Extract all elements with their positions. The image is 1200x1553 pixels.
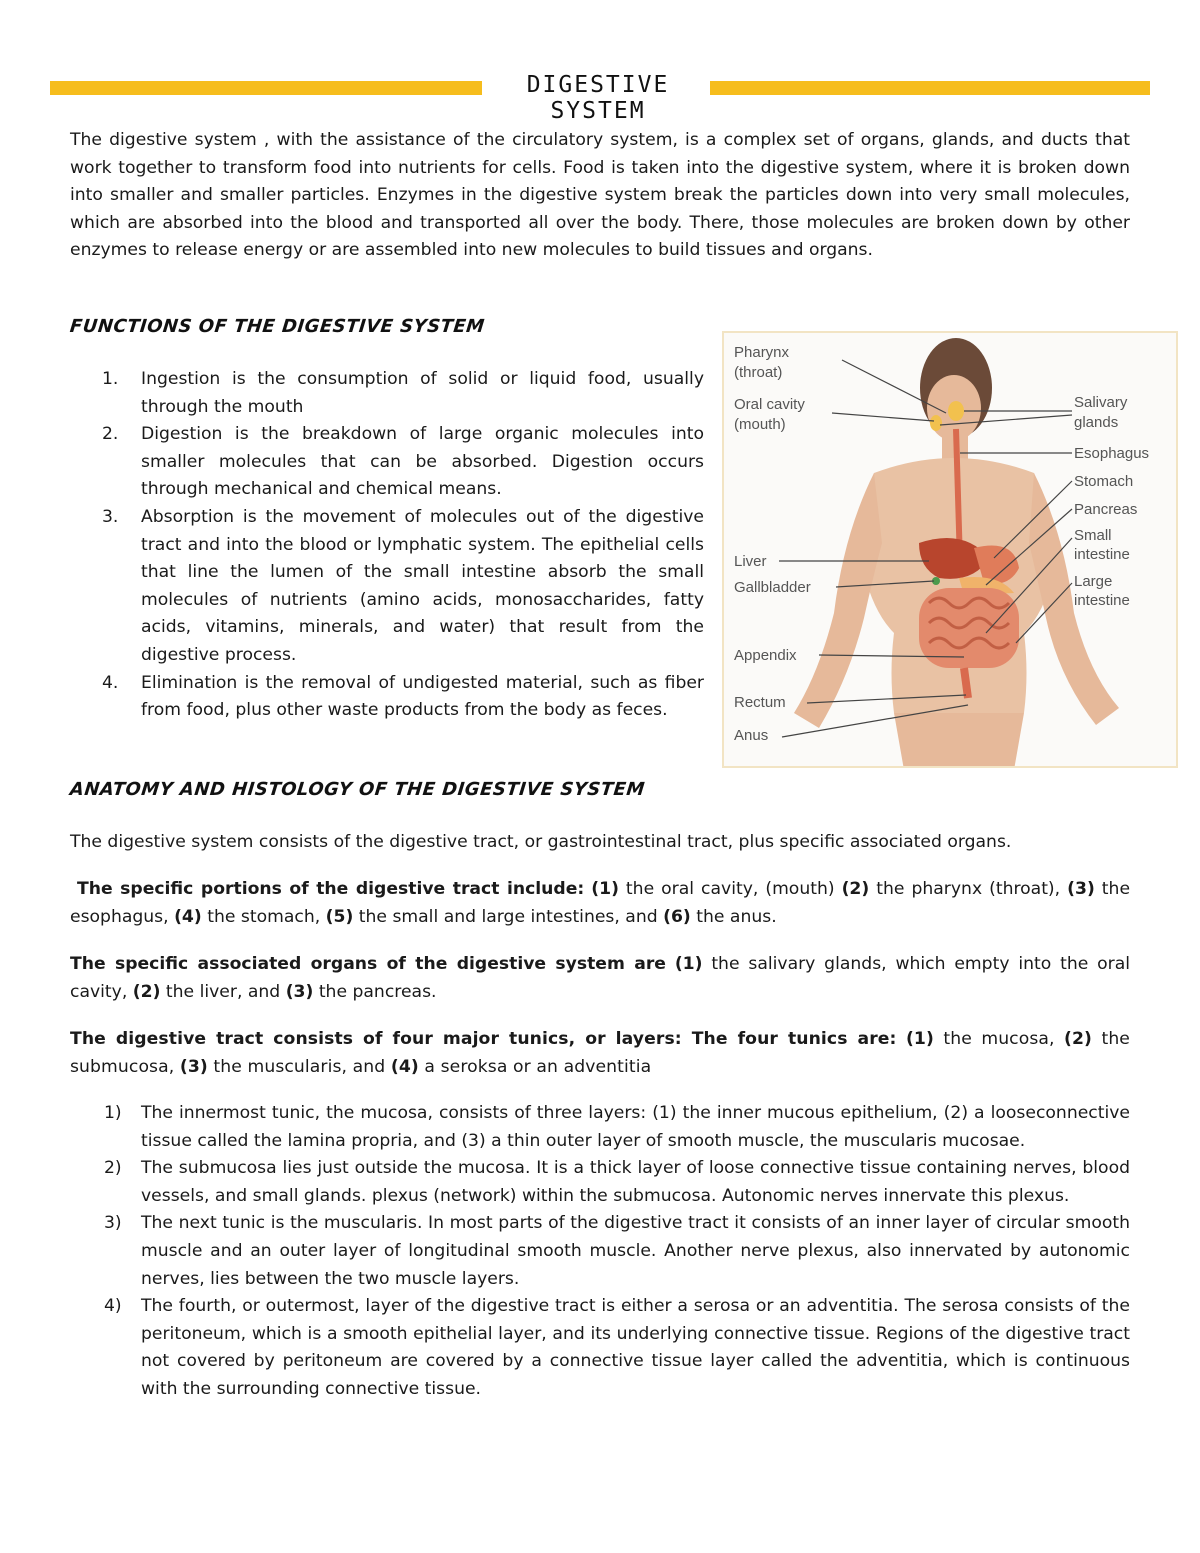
list-text: Elimination is the removal of undigested material, such as fiber from food, plus other waste products from the body as feces. xyxy=(141,672,704,721)
digestive-organs xyxy=(919,401,1019,698)
list-item xyxy=(104,1155,1130,1210)
label-small-intestine: Small xyxy=(1074,527,1112,544)
label-appendix: Appendix xyxy=(734,647,797,664)
label-pharynx-sub: (throat) xyxy=(734,364,783,381)
para-text: a seroksa or an adventitia xyxy=(418,1056,652,1077)
para-number: (1) xyxy=(674,954,703,974)
list-number: 1) xyxy=(104,1103,122,1123)
tunics-list xyxy=(104,1100,1130,1404)
list-number: 4. xyxy=(102,672,119,693)
para-text: the salivary glands, which empty into the oral cavity, xyxy=(70,954,1131,1002)
list-number: 4) xyxy=(104,1296,122,1317)
anatomy-paragraph-1: The digestive system consists of the digestive tract, or gastrointestinal tract, plus specific associated organs. xyxy=(70,832,1012,852)
label-small-intestine-sub: intestine xyxy=(1074,546,1130,563)
label-pancreas: Pancreas xyxy=(1074,501,1138,518)
label-salivary: Salivary xyxy=(1074,394,1128,411)
para-number: (1) xyxy=(905,1029,934,1049)
list-text: Digestion is the breakdown of large organic molecules into smaller molecules that can be absorbed. Digestion occurs through mechanical and chemical means. xyxy=(141,424,704,500)
title-bar-right xyxy=(710,81,1150,95)
para-number: (3) xyxy=(1067,879,1095,899)
list-item xyxy=(96,366,704,421)
anatomy-heading: ANATOMY AND HISTOLOGY OF THE DIGESTIVE SYSTEM xyxy=(68,779,646,800)
list-item xyxy=(104,1210,1130,1293)
list-number: 3. xyxy=(102,506,119,527)
para-text: the stomach, xyxy=(201,906,326,927)
para-text: the muscularis, and xyxy=(207,1056,391,1077)
anatomy-paragraph-2 xyxy=(70,876,1130,931)
anatomy-paragraph-3 xyxy=(70,951,1130,1006)
list-number: 3) xyxy=(104,1213,122,1234)
list-item xyxy=(96,504,704,670)
para-text: the oral cavity, (mouth) xyxy=(618,879,842,899)
para-text: the esophagus, xyxy=(70,879,1131,927)
digestive-system-figure xyxy=(722,331,1178,768)
label-salivary-sub: glands xyxy=(1074,414,1119,431)
para-lead: The digestive tract consists of four major tunics, or layers: The four tunics are: xyxy=(70,1029,897,1049)
label-large-intestine: Large xyxy=(1074,573,1113,590)
para-number: (3) xyxy=(285,981,314,1002)
list-item xyxy=(96,670,704,725)
para-number: (1) xyxy=(591,879,619,899)
list-text: The next tunic is the muscularis. In most parts of the digestive tract it consists of an inner layer of circular smooth muscle and an outer layer of longitudinal smooth muscle. Another nerve plexus, also innervated by autonomic nerves, lies between the two muscle layers. xyxy=(141,1213,1130,1289)
para-text: the liver, and xyxy=(160,981,286,1002)
list-text: The innermost tunic, the mucosa, consists of three layers: (1) the inner mucous epithelium, (2) a looseconnective tissue called the lamina propria, and (3) a thin outer layer of smooth muscle, the muscularis mucosae. xyxy=(141,1103,1130,1151)
title-bar-left xyxy=(50,81,482,95)
para-number: (3) xyxy=(179,1056,208,1077)
para-number: (5) xyxy=(325,906,354,927)
list-text: The submucosa lies just outside the mucosa. It is a thick layer of loose connective tissue containing nerves, blood vessels, and small glands. plexus (network) within the submucosa. Autonomic nerves innervate this plexus. xyxy=(141,1158,1130,1206)
list-item xyxy=(104,1293,1130,1403)
label-rectum: Rectum xyxy=(734,694,786,711)
label-gallbladder: Gallbladder xyxy=(734,579,811,596)
para-text: the anus. xyxy=(690,906,777,927)
label-stomach: Stomach xyxy=(1074,473,1134,490)
list-item xyxy=(96,421,704,504)
list-number: 2) xyxy=(104,1158,122,1179)
label-liver: Liver xyxy=(734,553,767,570)
anatomy-illustration xyxy=(724,333,1178,768)
para-text: the pancreas. xyxy=(313,981,437,1002)
anatomy-paragraph-4 xyxy=(70,1026,1130,1081)
label-oral-cavity: Oral cavity xyxy=(734,396,805,413)
para-text: the mucosa, xyxy=(933,1029,1065,1049)
para-lead: The specific associated organs of the digestive system are xyxy=(70,954,666,974)
para-number: (6) xyxy=(663,906,691,927)
para-number: (2) xyxy=(841,879,870,899)
label-esophagus: Esophagus xyxy=(1074,445,1150,462)
page-title: DIGESTIVE SYSTEM xyxy=(526,72,670,124)
label-anus: Anus xyxy=(734,727,769,744)
functions-heading: FUNCTIONS OF THE DIGESTIVE SYSTEM xyxy=(68,316,486,337)
title-banner xyxy=(50,72,1150,124)
para-text: the pharynx (throat), xyxy=(869,879,1068,899)
label-large-intestine-sub: intestine xyxy=(1074,592,1130,609)
list-text: Ingestion is the consumption of solid or liquid food, usually through the mouth xyxy=(141,369,704,417)
list-number: 2. xyxy=(102,424,119,445)
list-number: 1. xyxy=(102,369,119,389)
label-oral-cavity-sub: (mouth) xyxy=(734,416,786,433)
functions-list xyxy=(96,366,704,725)
para-number: (4) xyxy=(390,1056,419,1077)
para-lead: The specific portions of the digestive tract include: xyxy=(77,879,585,899)
list-text: The fourth, or outermost, layer of the digestive tract is either a serosa or an adventitia. The serosa consists of the peritoneum, which is a smooth epithelial layer, and its underlying connective tissue. Regions of the digestive tract not covered by peritoneum are covered by a connective tissue layer called the adventitia, which is continuous with the surrounding connective tissue. xyxy=(141,1296,1130,1399)
label-pharynx: Pharynx xyxy=(734,344,790,361)
para-text: the small and large intestines, and xyxy=(353,906,664,927)
para-number: (2) xyxy=(1064,1029,1093,1049)
para-number: (4) xyxy=(174,906,202,927)
list-item xyxy=(104,1100,1130,1155)
para-number: (2) xyxy=(132,981,161,1002)
intro-paragraph: The digestive system , with the assistance of the circulatory system, is a complex set of organs, glands, and ducts that work together to transform food into nutrients for cells. Food is taken into the digestive system, where it is broken down into smaller and smaller particles. Enzymes in the digestive system break the particles down into very small molecules, which are absorbed into the blood and transported all over the body. There, those molecules are broken down by other enzymes to release energy or are assembled into new molecules to build tissues and organs. xyxy=(70,130,1130,261)
para-text: the submucosa, xyxy=(70,1029,1130,1077)
list-text: Absorption is the movement of molecules out of the digestive tract and into the blood or lymphatic system. The epithelial cells that line the lumen of the small intestine absorb the small molecules of nutrients (amino acids, monosaccharides, fatty acids, vitamins, minerals, and water) that result from the digestive process. xyxy=(141,506,704,665)
